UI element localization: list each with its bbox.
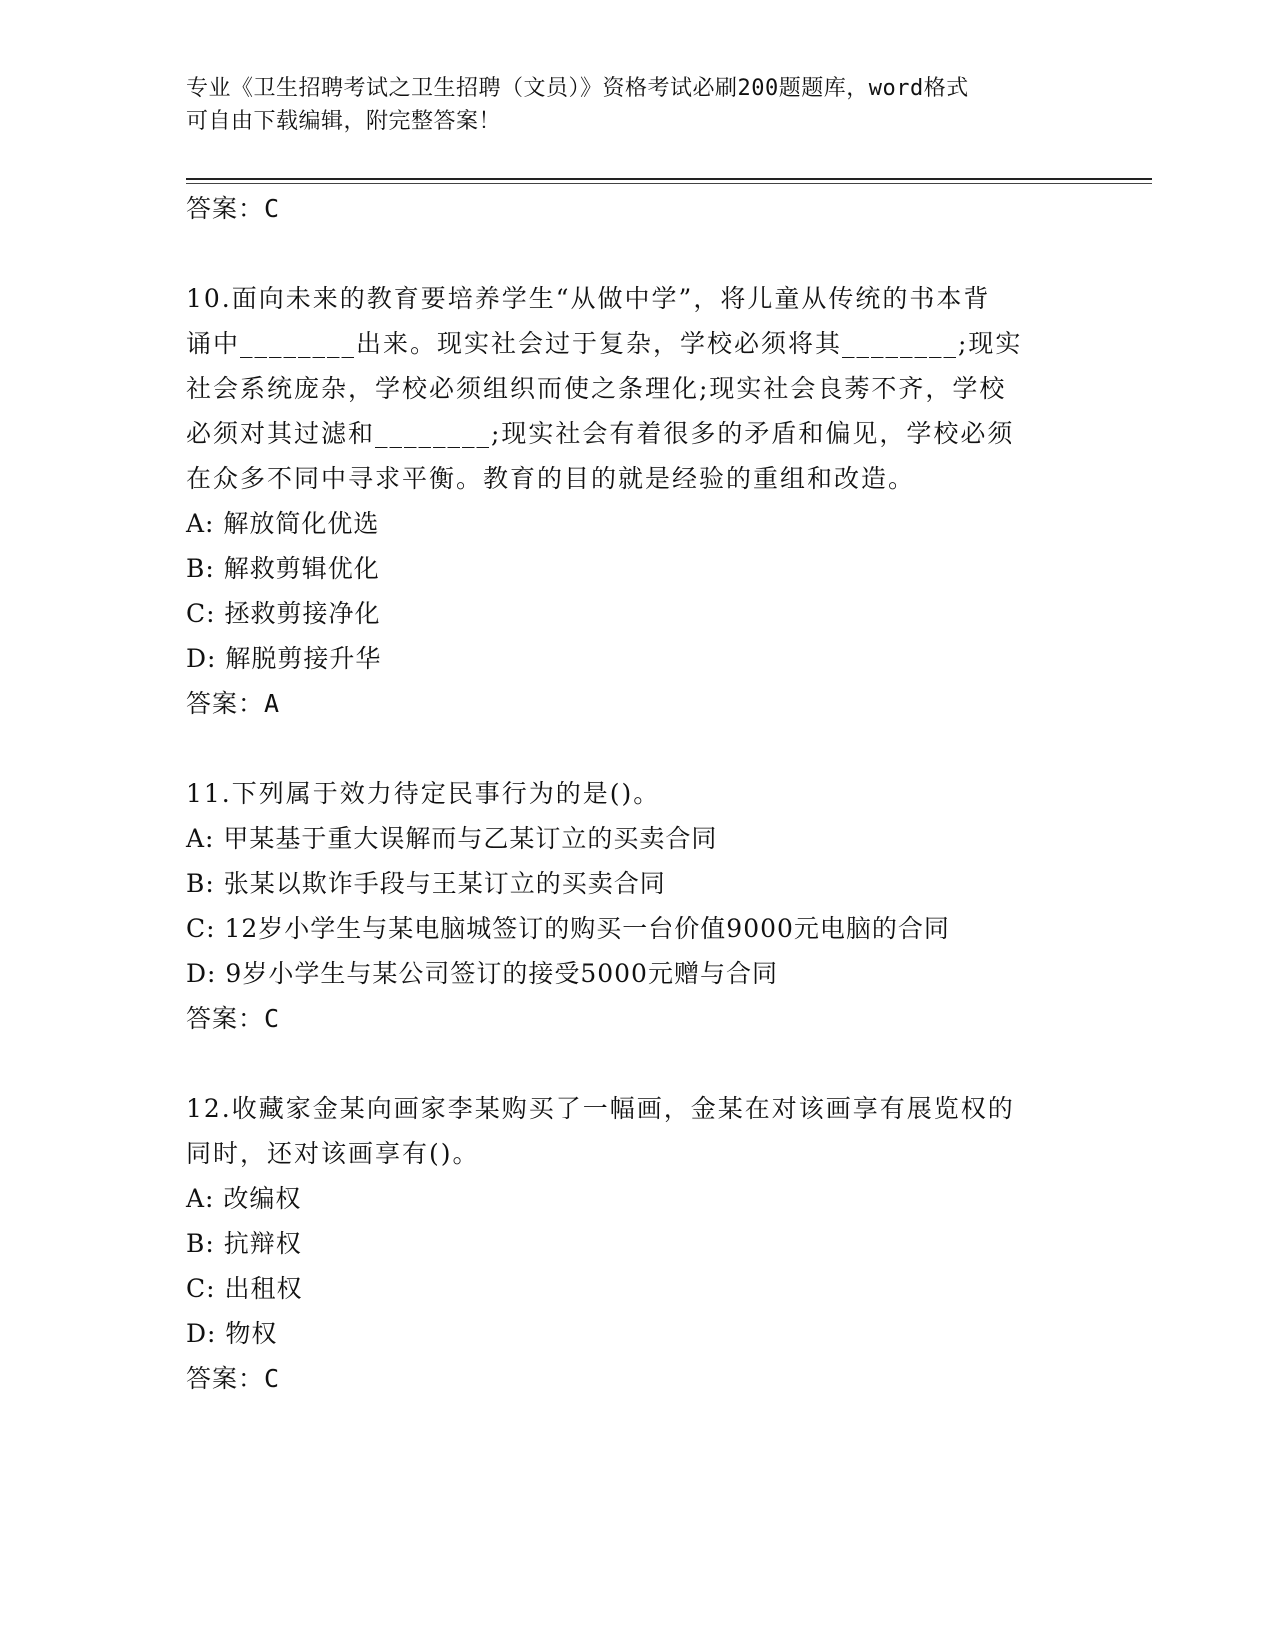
question-block-11: [186, 771, 1086, 1041]
answer-line: 答案：A: [186, 689, 281, 718]
option-a: A: 改编权: [186, 1184, 302, 1213]
question-stem-line: 12.收藏家金某向画家李某购买了一幅画，金某在对该画享有展览权的: [186, 1094, 1015, 1123]
option-d: D: 9岁小学生与某公司签订的接受5000元赠与合同: [186, 959, 778, 988]
option-d: D: 物权: [186, 1319, 278, 1348]
answer-line: 答案：C: [186, 1364, 281, 1393]
answer-line: 答案：C: [186, 1004, 281, 1033]
header-divider-thick: [186, 178, 1152, 180]
question-stem-line: 必须对其过滤和________;现实社会有着很多的矛盾和偏见，学校必须: [186, 419, 1015, 448]
spacer: [186, 1041, 1086, 1086]
question-stem-line: 同时，还对该画享有()。: [186, 1139, 480, 1168]
question-stem-line: 10.面向未来的教育要培养学生“从做中学”，将儿童从传统的书本背: [186, 284, 991, 313]
header-title-line-1: 专业《卫生招聘考试之卫生招聘（文员）》资格考试必刷200题题库，word格式: [186, 76, 969, 101]
header-title-line-2: 可自由下载编辑，附完整答案！: [186, 109, 502, 134]
question-stem-line: 社会系统庞杂，学校必须组织而使之条理化;现实社会良莠不齐，学校: [186, 374, 1007, 403]
option-c: C: 12岁小学生与某电脑城签订的购买一台价值9000元电脑的合同: [186, 914, 950, 943]
document-body: [186, 186, 1086, 1401]
header-divider-thin: [186, 183, 1152, 184]
option-c: C: 出租权: [186, 1274, 303, 1303]
question-block-12: [186, 1086, 1086, 1401]
page-header: [186, 72, 1066, 138]
question-stem-line: 11.下列属于效力待定民事行为的是()。: [186, 779, 661, 808]
question-stem-line: 在众多不同中寻求平衡。教育的目的就是经验的重组和改造。: [186, 464, 916, 493]
option-c: C: 拯救剪接净化: [186, 599, 381, 628]
option-b: B: 张某以欺诈手段与王某订立的买卖合同: [186, 869, 666, 898]
previous-answer: 答案：C: [186, 194, 281, 223]
spacer: [186, 231, 1086, 276]
option-a: A: 甲某基于重大误解而与乙某订立的买卖合同: [186, 824, 718, 853]
question-block-10: [186, 276, 1086, 726]
option-b: B: 抗辩权: [186, 1229, 302, 1258]
option-a: A: 解放简化优选: [186, 509, 380, 538]
question-stem-line: 诵中________出来。现实社会过于复杂，学校必须将其________;现实: [186, 329, 1023, 358]
option-d: D: 解脱剪接升华: [186, 644, 382, 673]
spacer: [186, 726, 1086, 771]
option-b: B: 解救剪辑优化: [186, 554, 380, 583]
